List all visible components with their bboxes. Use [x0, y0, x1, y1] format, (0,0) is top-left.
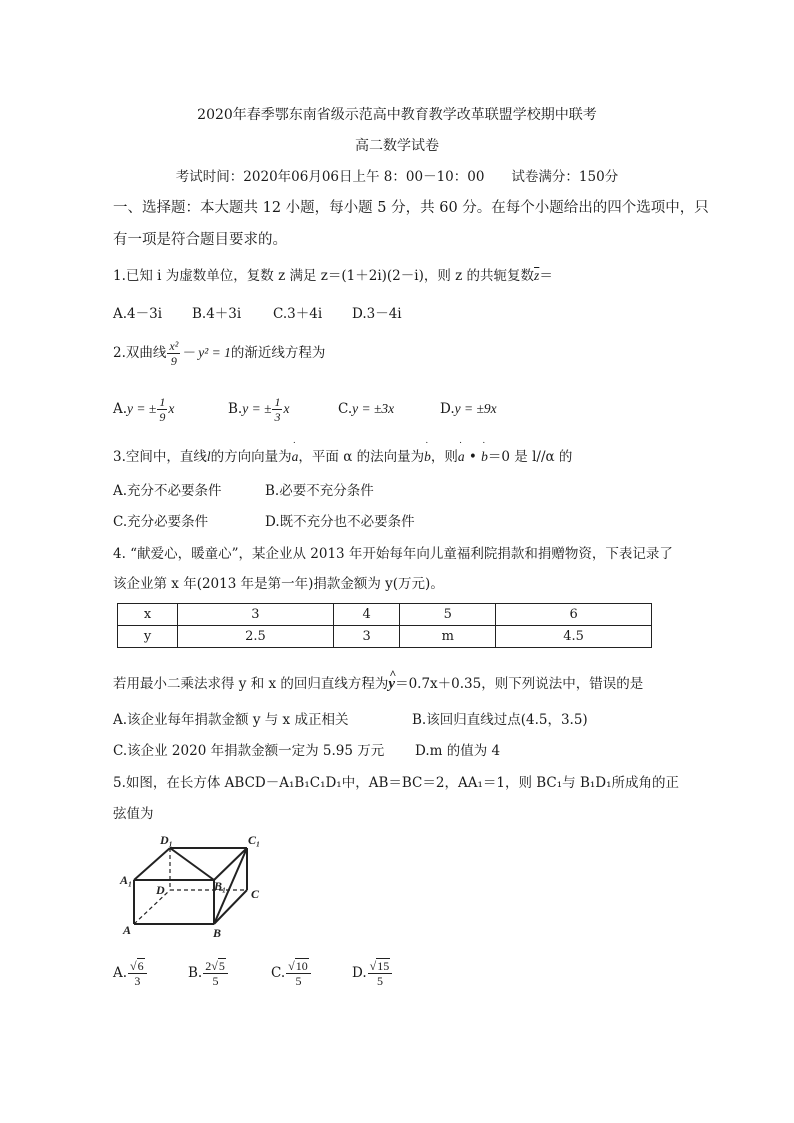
question-1-stem: [113, 264, 553, 284]
table-cell: 2.5: [178, 626, 334, 648]
q1-equals: ＝: [539, 268, 553, 284]
q5-option-c-den: 5: [295, 974, 302, 988]
q2-option-d-expr: y = ±9x: [454, 401, 497, 416]
table-cell: 3: [178, 604, 334, 626]
q2-stem-tail: 的渐近线方程为: [230, 345, 326, 361]
q5-option-a-prefix: A.: [113, 965, 128, 981]
question-5-option-a: [113, 958, 148, 988]
exam-subtitle: 高二数学试卷: [355, 138, 439, 154]
label-d1: D₁: [160, 833, 173, 847]
question-4-stem-line3: [113, 667, 644, 693]
edge-b1-c1: [214, 848, 247, 880]
q3-stem-a: 3.空间中，直线: [113, 449, 207, 465]
q4-stem3-a: 若用最小二乘法求得 y 和 x 的回归直线方程为: [113, 676, 389, 692]
section-instruction-line1: 一、选择题：本大题共 12 小题，每小题 5 分，共 60 分。在每个小题给出的四个选项中，只: [113, 200, 709, 216]
q1-conjugate-z: z: [534, 268, 540, 283]
table-cell: 5: [400, 604, 496, 626]
q5-option-b-num: 2√5: [203, 959, 228, 974]
q2-option-b-fraction: [272, 395, 282, 424]
q2-fraction: [167, 339, 180, 368]
table-cell: 3: [333, 626, 400, 648]
q2-option-c-expr: y = ±3x: [352, 401, 395, 416]
label-a: A: [123, 923, 132, 937]
label-c: C: [251, 887, 260, 901]
q4-stem3-b: ＝0.7x＋0.35，则下列说法中，错误的是: [395, 676, 644, 692]
q3-line-l: l: [206, 449, 211, 464]
cuboid-figure: [110, 830, 280, 942]
q2-option-a-fraction: [157, 395, 167, 424]
table-cell: 4.5: [496, 626, 652, 648]
question-2-option-b: [228, 394, 289, 424]
q3-vector-a: ˙ a: [292, 449, 299, 465]
question-2-option-c: [338, 394, 394, 424]
question-4-option-d: D.m 的值为 4: [415, 743, 501, 759]
question-2-stem: [113, 338, 325, 368]
q2-option-b-num: 1: [274, 395, 281, 409]
q5-option-d-prefix: D.: [352, 965, 367, 981]
section-instruction-line2: 有一项是符合题目要求的。: [113, 232, 287, 248]
question-5-stem-line2: 弦值为: [113, 806, 154, 822]
q5-option-d-den: 5: [376, 974, 383, 988]
q2-option-b-expr: y = ±: [242, 401, 272, 416]
q1-stem-text: 1.已知 i 为虚数单位，复数 z 满足 z＝(1＋2i)(2－i)，则 z 的共轭复数: [113, 268, 535, 284]
table-cell: x: [118, 604, 178, 626]
question-5-option-b: [188, 958, 229, 988]
q5-option-c-prefix: C.: [271, 965, 286, 981]
question-3-option-a: A.充分不必要条件: [113, 483, 222, 499]
question-3-option-c: C.充分必要条件: [113, 514, 209, 530]
q2-stem-text: 2.双曲线: [113, 345, 167, 361]
q3-stem-b: 的方向向量为: [210, 449, 292, 465]
q5-option-a-den: 3: [134, 974, 141, 988]
table-cell: 4: [333, 604, 400, 626]
question-5-option-c: [271, 958, 312, 988]
q2-option-b-prefix: B.: [228, 401, 243, 417]
q5-option-a-num: √6: [128, 959, 147, 974]
q2-fraction-num: x²: [169, 339, 179, 353]
question-4-stem-line1: 4. “献爱心，暖童心”，某企业从 2013 年开始每年向儿童福利院捐款和捐赠物资，下表记录了: [113, 546, 673, 562]
question-5-option-d: [352, 958, 393, 988]
q3-vector-a-2: ˙ a: [458, 449, 465, 465]
question-4-stem-line2: 该企业第 x 年(2013 年是第一年)捐款金额为 y(万元)。: [113, 576, 444, 592]
question-5-stem-line1: 5.如图，在长方体 ABCD－A₁B₁C₁D₁中，AB＝BC＝2，AA₁＝1，则 BC₁与 B₁D₁所成角的正: [113, 775, 680, 791]
question-2-option-d: [440, 394, 497, 424]
question-1-option-b: B.4＋3i: [192, 306, 242, 322]
label-c1: C₁: [248, 833, 261, 847]
q4-y-hat: y ^: [388, 667, 397, 692]
question-3-stem: [113, 445, 572, 465]
question-2-option-a: [113, 394, 174, 424]
edge-a1-d1: [134, 848, 170, 880]
label-a1: A₁: [120, 873, 133, 887]
q4-data-table: [117, 603, 652, 648]
q5-option-d-fraction: [368, 959, 393, 988]
q2-option-b-x: x: [283, 401, 290, 416]
q3-vector-b: ˙ b: [424, 449, 431, 465]
table-cell: y: [118, 626, 178, 648]
table-row: [118, 604, 652, 626]
table-cell: 6: [496, 604, 652, 626]
q3-vector-b-2: ˙ b: [481, 449, 488, 465]
q5-option-a-radicand: 6: [137, 959, 144, 973]
q2-option-a-x: x: [168, 401, 175, 416]
q5-option-d-num: √15: [368, 959, 393, 974]
q2-fraction-den: 9: [170, 354, 177, 368]
q5-option-b-coef: 2: [205, 959, 212, 973]
q3-stem-c: ，平面 α 的法向量为: [298, 449, 425, 465]
q5-option-b-prefix: B.: [188, 965, 203, 981]
q2-option-a-prefix: A.: [113, 401, 128, 417]
label-d: D: [156, 883, 165, 897]
exam-title: 2020年春季鄂东南省级示范高中教育教学改革联盟学校期中联考: [197, 107, 597, 123]
q4-y-hat-letter: y: [388, 676, 396, 692]
q5-option-b-fraction: [203, 959, 228, 988]
edge-b-c: [214, 890, 247, 924]
label-b: B: [213, 926, 222, 940]
q2-option-a-num: 1: [159, 395, 166, 409]
exam-info: 考试时间：2020年06月06日上午 8：00－10：00 试卷满分：150分: [175, 169, 619, 185]
label-b1: B₁: [214, 879, 227, 893]
q5-option-d-radicand: 15: [377, 959, 390, 973]
question-4-option-a: A.该企业每年捐款金额 y 与 x 成正相关: [113, 712, 349, 728]
q2-option-a-expr: y = ±: [127, 401, 157, 416]
question-3-option-d: D.既不充分也不必要条件: [265, 514, 415, 530]
question-1-option-c: C.3＋4i: [273, 306, 323, 322]
q2-equation-rest: － y² = 1: [181, 345, 231, 360]
q2-option-b-den: 3: [274, 410, 281, 424]
q5-option-c-num: √10: [286, 959, 311, 974]
diagonal-b1-d1: [170, 848, 214, 880]
question-4-option-c: C.该企业 2020 年捐款金额一定为 5.95 万元: [113, 743, 385, 759]
q2-option-a-den: 9: [159, 410, 166, 424]
question-4-option-b: B.该回归直线过点(4.5，3.5): [412, 712, 588, 728]
q5-option-c-radicand: 10: [295, 959, 308, 973]
q3-dot: •: [464, 449, 482, 465]
q5-option-a-fraction: [128, 959, 147, 988]
q2-option-c-prefix: C.: [338, 401, 353, 417]
table-cell: m: [400, 626, 496, 648]
q5-option-c-fraction: [286, 959, 311, 988]
q5-option-b-den: 5: [212, 974, 219, 988]
question-1-option-a: A.4－3i: [113, 306, 163, 322]
question-3-option-b: B.必要不充分条件: [265, 483, 374, 499]
q3-stem-d: ，则: [430, 449, 458, 465]
question-1-option-d: D.3－4i: [352, 306, 402, 322]
q3-stem-e: ＝0 是 l//α 的: [487, 449, 573, 465]
table-row: [118, 626, 652, 648]
q2-option-d-prefix: D.: [440, 401, 455, 417]
q5-option-b-radicand: 5: [218, 959, 225, 973]
